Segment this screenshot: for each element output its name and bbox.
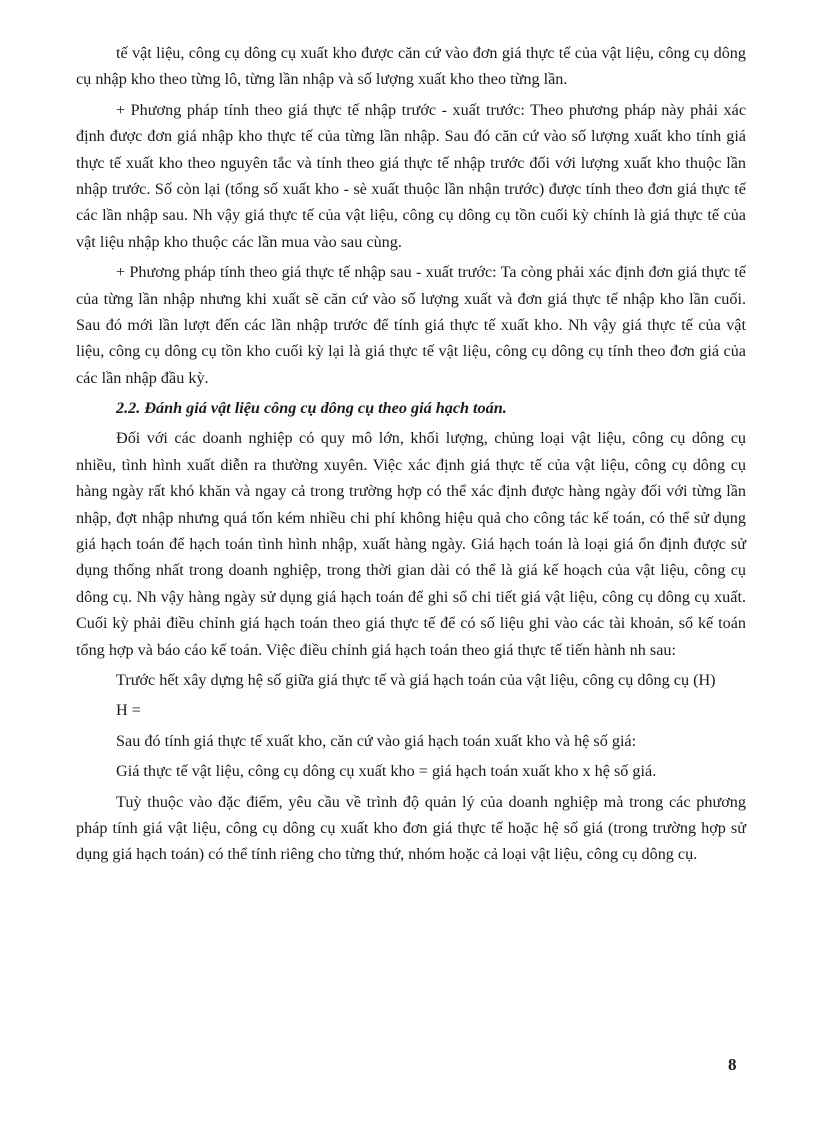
formula-actual-price: Giá thực tế vật liệu, công cụ dông cụ xuất kho = giá hạch toán xuất kho x hệ số giá.	[116, 762, 657, 781]
paragraph-conclusion: Tuỳ thuộc vào đặc điểm, yêu cầu về trình độ quản lý của doanh nghiệp mà trong các phương pháp tính giá vật liệu, công cụ dông cụ xuất kho đơn giá thực tế hoặc hệ số giá (trong trường hợp sử dụng giá hạch toán) có thể tính riêng cho từng thứ, nhóm hoặc cả loại vật liệu, công cụ dông cụ.	[76, 792, 746, 864]
formula-h: H =	[116, 701, 141, 720]
paragraph-lifo-method: + Phương pháp tính theo giá thực tế nhập sau - xuất trước: Ta còng phải xác định đơn giá thực tế của từng lần nhập nhưng khi xuất sẽ căn cứ vào số lượng xuất và đơn giá thực tế nhập kho lần cuối. Sau đó mới lần lượt đến các lần nhập trước để tính giá thực tế xuất kho. Nh vậy giá thực tế của vật liệu, công cụ dông cụ tồn kho cuối kỳ lại là giá thực tế vật liệu, công cụ dông cụ tính theo đơn giá của các lần nhập đầu kỳ.	[76, 263, 746, 387]
paragraph-fifo-method: + Phương pháp tính theo giá thực tế nhập trước - xuất trước: Theo phương pháp này phải xác định được đơn giá nhập kho thực tế của từng lần nhập. Sau đó căn cứ vào số lượng xuất kho tính giá thực tế xuất kho theo nguyên tắc và tính theo giá thực tế nhập trước đối với lượng xuất kho thuộc lần nhập trước. Số còn lại (tổng số xuất kho - sè xuất thuộc lần nhận trước) được tính theo đơn giá thực tế các lần nhập sau. Nh vậy giá thực tế của vật liệu, công cụ dông cụ tồn cuối kỳ chính là giá thực tế của vật liệu nhập kho thuộc các lần mua vào sau cùng.	[76, 100, 746, 251]
paragraph-then-compute: Sau đó tính giá thực tế xuất kho, căn cứ vào giá hạch toán xuất kho và hệ số giá:	[116, 731, 637, 750]
page-number: 8	[728, 1055, 737, 1074]
paragraph-coefficient: Trước hết xây dựng hệ số giữa giá thực tế và giá hạch toán của vật liệu, công cụ dông cụ (H)	[116, 670, 716, 689]
section-heading: 2.2. Đánh giá vật liệu công cụ dông cụ theo giá hạch toán.	[116, 399, 507, 418]
page-body	[76, 40, 746, 872]
paragraph-continuation: tế vật liệu, công cụ dông cụ xuất kho được căn cứ vào đơn giá thực tế của vật liệu, công cụ dông cụ nhập kho theo từng lô, từng lần nhập và số lượng xuất kho theo từng lần.	[76, 44, 746, 89]
paragraph-accounting-price: Đối với các doanh nghiệp có quy mô lớn, khối lượng, chủng loại vật liệu, công cụ dông cụ nhiều, tình hình xuất diễn ra thường xuyên. Việc xác định giá thực tế của vật liệu, công cụ dông cụ hàng ngày rất khó khăn và ngay cả trong trường hợp có thể xác định được hàng ngày đối với từng lần nhập, đợt nhập nhưng quá tốn kém nhiều chi phí không hiệu quả cho công tác kế toán, có thể sử dụng giá hạch toán để hạch toán tình hình nhập, xuất hàng ngày. Giá hạch toán là loại giá ổn định được sử dụng thống nhất trong doanh nghiệp, trong thời gian dài có thể là giá kế hoạch của vật liệu, công cụ dông cụ. Nh vậy hàng ngày sử dụng giá hạch toán để ghi sổ chi tiết giá vật liệu, công cụ dông cụ xuất. Cuối kỳ phải điều chỉnh giá hạch toán theo giá thực tế để có số liệu ghi vào các tài khoản, sổ kế toán tổng hợp và báo cáo kế toán. Việc điều chỉnh giá hạch toán theo giá thực tế tiến hành nh sau:	[76, 429, 746, 659]
